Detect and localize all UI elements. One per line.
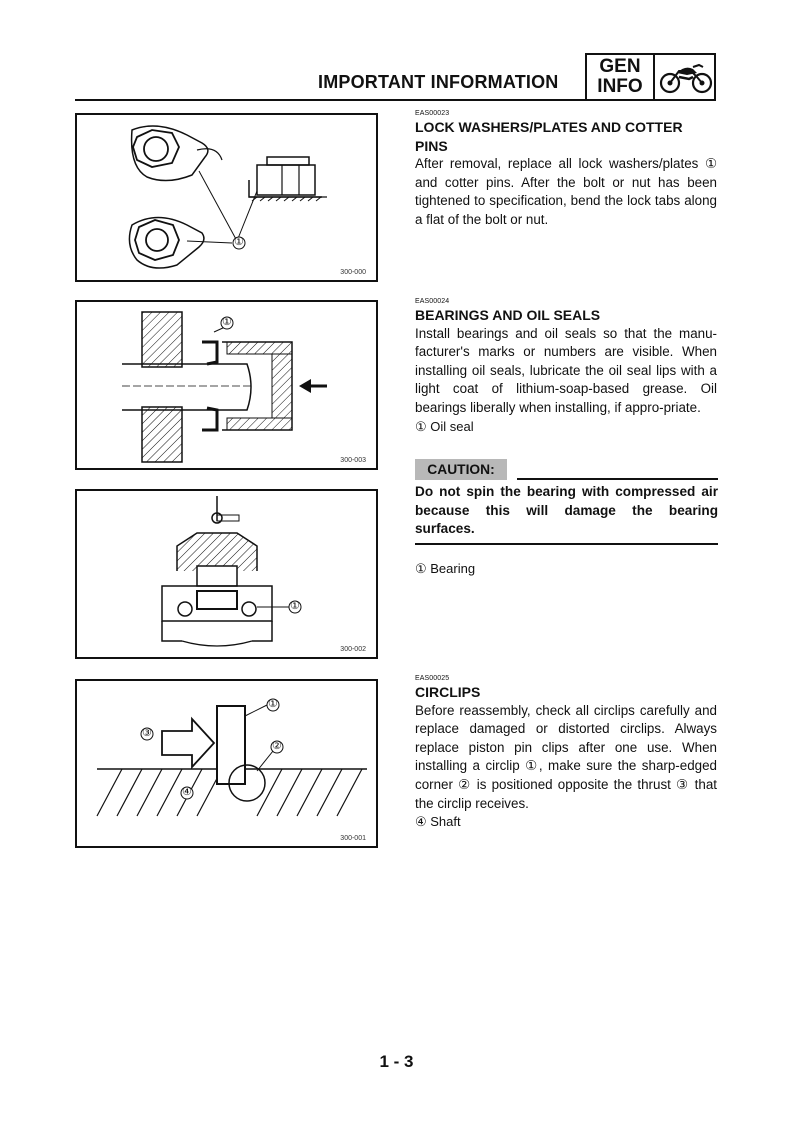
section-code: EAS00023: [415, 110, 450, 117]
figure-callout: ①: [234, 236, 244, 248]
figure-code: 300-000: [340, 269, 366, 276]
figure-callout: ①: [290, 600, 300, 612]
section-title-cont: PINS: [415, 137, 448, 154]
figure-lock-washers: [75, 113, 378, 282]
caution-header: [415, 459, 718, 481]
badge-line2: INFO: [597, 76, 643, 97]
figure-callout: ④: [182, 786, 192, 798]
section-lock-washers: [415, 110, 717, 230]
figure-bearing: [75, 489, 378, 659]
legend: ① Oil seal: [415, 418, 474, 434]
figure-code: 300-003: [340, 457, 366, 464]
figure-callout: ②: [272, 740, 282, 752]
badge-line1: GEN: [599, 56, 641, 77]
figure-callout: ①: [222, 316, 232, 328]
figure-code: 300-001: [340, 835, 366, 842]
section-code: EAS00025: [415, 675, 450, 682]
header-rule: [75, 99, 586, 101]
section-code: EAS00024: [415, 298, 450, 305]
legend: ④ Shaft: [415, 814, 461, 830]
motorcycle-icon: [657, 57, 714, 97]
figure-oil-seal: [75, 300, 378, 470]
section-badge: [585, 53, 716, 101]
figure-code: 300-002: [340, 646, 366, 653]
section-title: BEARINGS AND OIL SEALS: [415, 307, 601, 323]
section-body: After removal, replace all lock washers/plates ① and cotter pins. After the bolt or nut has been tightened to specification, bend the lock tabs along a flat of the bolt or nut.: [415, 156, 717, 227]
page-number: 1 - 3: [379, 1052, 414, 1071]
caution-rule: [517, 478, 718, 480]
page-header-title: IMPORTANT INFORMATION: [318, 72, 559, 92]
legend-bearing: ① Bearing: [415, 561, 476, 576]
section-body: Before reassembly, check all circlips carefully and replace damaged or distorted circlips. Always replace piston pin clips after one use. When installing a circlip ①, make sure the sharp-edged corner ② is positioned opposite the thrust ③ that the circlip receives.: [415, 702, 717, 811]
caution-text: Do not spin the bearing with compressed air because this will damage the bearing surfaces.: [415, 484, 718, 537]
section-title: CIRCLIPS: [415, 684, 481, 700]
section-circlips: [415, 675, 717, 830]
caution-label: CAUTION:: [415, 459, 507, 480]
figure-callout: ③: [142, 727, 152, 739]
section-bearings: [415, 298, 717, 435]
caution-end-rule: [415, 543, 718, 545]
figure-circlip: [75, 679, 378, 848]
section-body: Install bearings and oil seals so that the manu-facturer's marks or numbers are visible. When installing oil seals, lubricate the oil seal lips with a light coat of lithium-soap-based grease. Oil bearings liberally when installing, if appro-priate.: [415, 325, 717, 415]
section-title: LOCK WASHERS/PLATES AND COTTER: [415, 119, 683, 135]
figure-callout: ①: [268, 698, 278, 710]
badge-text: [587, 55, 655, 99]
